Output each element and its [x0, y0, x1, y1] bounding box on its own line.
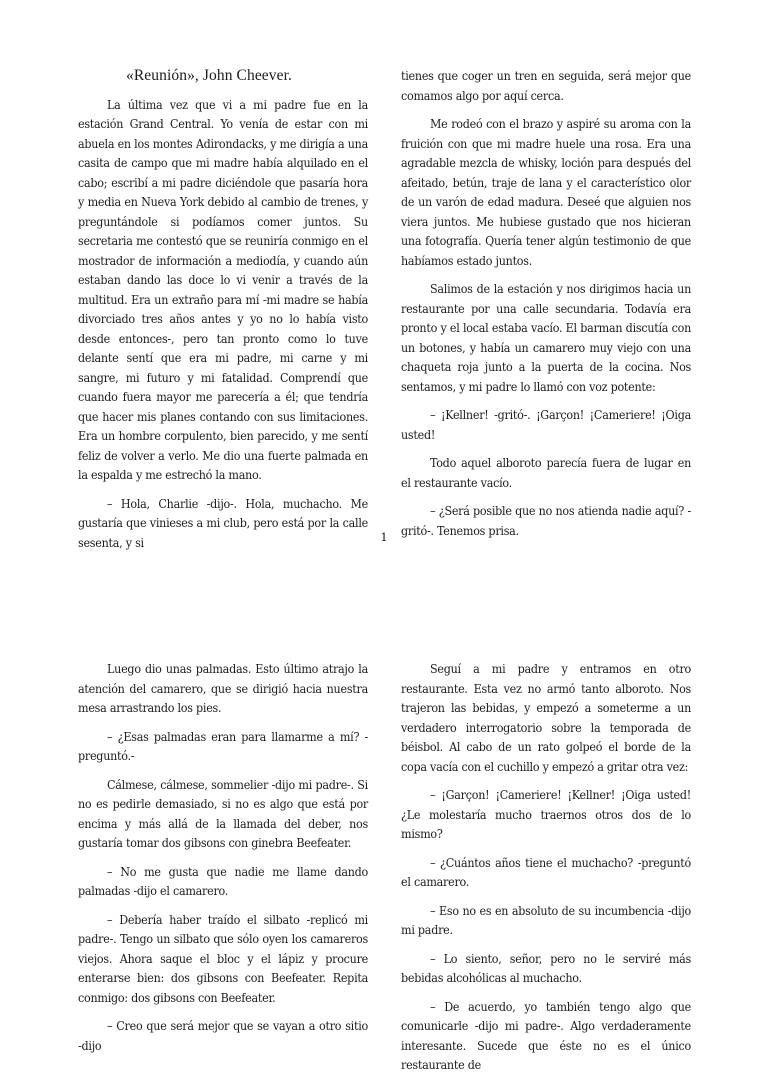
column-3	[78, 659, 368, 1064]
column-1	[78, 66, 368, 561]
paragraph: – Hola, Charlie -dijo-. Hola, muchacho. Me gustaría que vinieses a mi club, pero está por la calle sesenta, y si	[78, 495, 368, 550]
page-number: 1	[380, 530, 388, 544]
column-2	[401, 66, 691, 549]
paragraph: – ¡Garçon! ¡Cameriere! ¡Kellner! ¡Oiga usted! ¿Le molestaría mucho traernos otros dos de lo mismo?	[401, 787, 691, 841]
paragraph: Todo aquel alboroto parecía fuera de lugar en el restaurante vacío.	[401, 455, 691, 490]
paragraph: Luego dio unas palmadas. Esto último atrajo la atención del camarero, que se dirigió hacia nuestra mesa arrastrando los pies.	[78, 661, 368, 715]
paragraph: – Lo siento, señor, pero no le serviré más bebidas alcohólicas al muchacho.	[401, 950, 691, 985]
paragraph: – Debería haber traído el silbato -replicó mi padre-. Tengo un silbato que sólo oyen los camareros viejos. Ahora saque el bloc y el lápiz y procure enterarse bien: dos gibsons con Beefeater. Repita conmigo: dos gibsons con Beefeater.	[78, 911, 368, 1005]
paragraph: – Eso no es en absoluto de su incumbencia -dijo mi padre.	[401, 902, 691, 937]
paragraph: Seguí a mi padre y entramos en otro restaurante. Esta vez no armó tanto alboroto. Nos trajeron las bebidas, y empezó a someterme a un verdadero interrogatorio sobre la temporada de béisbol. Al cabo de un rato golpeó el borde de la copa vacía con el cuchillo y empezó a gritar otra vez:	[401, 661, 691, 774]
document-title: «Reunión», John Cheever.	[126, 67, 292, 84]
paragraph: – ¿Cuántos años tiene el muchacho? -preguntó el camarero.	[401, 854, 691, 889]
paragraph: – Creo que será mejor que se vayan a otro sitio -dijo	[78, 1018, 368, 1053]
paragraph: – ¿Esas palmadas eran para llamarme a mí? -preguntó.-	[78, 728, 368, 763]
column-4	[401, 659, 691, 1084]
paragraph: Cálmese, cálmese, sommelier -dijo mi padre-. Si no es pedirle demasiado, si no es algo que está por encima y más allá de la llamada del deber, nos gustaría tomar dos gibsons con ginebra Beefeater.	[78, 776, 368, 850]
paragraph: – ¡Kellner! -gritó-. ¡Garçon! ¡Cameriere! ¡Oiga usted!	[401, 407, 691, 442]
paragraph: – No me gusta que nadie me llame dando palmadas -dijo el camarero.	[78, 863, 368, 898]
paragraph: – ¿Será posible que no nos atienda nadie aquí? -gritó-. Tenemos prisa.	[401, 503, 691, 538]
paragraph-continued: tienes que coger un tren en seguida, será mejor que comamos algo por aquí cerca.	[401, 68, 691, 103]
paragraph: – De acuerdo, yo también tengo algo que comunicarle -dijo mi padre-. Algo verdaderamente interesante. Sucede que éste no es el único restaurante de	[401, 998, 691, 1072]
paragraph: Salimos de la estación y nos dirigimos hacia un restaurante por una calle secundaria. Todavía era pronto y el local estaba vacío. El barman discutía con un botones, y había un camarero muy viejo con una chaqueta roja junto a la puerta de la cocina. Nos sentamos, y mi padre lo llamó con voz potente:	[401, 281, 691, 394]
paragraph: Me rodeó con el brazo y aspiré su aroma con la fruición con que mi madre huele una rosa. Era una agradable mezcla de whisky, loción para después del afeitado, betún, traje de lana y el característico olor de un varón de edad madura. Deseé que alguien nos viera juntos. Me hubiese gustado que nos hicieran una fotografía. Quería tener algún testimonio de que habíamos estado juntos.	[401, 116, 691, 268]
paragraph: La última vez que vi a mi padre fue en la estación Grand Central. Yo venía de estar con mi abuela en los montes Adirondacks, y me dirigía a una casita de campo que mi madre había alquilado en el cabo; escribí a mi padre diciéndole que pasaría hora y media en Nueva York debido al cambio de trenes, y preguntándole si podíamos comer juntos. Su secretaria me contestó que se reuniría conmigo en el mostrador de información a mediodía, y cuando aún estaban dando las doce lo vi venir a través de la multitud. Era un extraño para mí -mi madre se había divorciado tres años antes y yo no lo había visto desde entonces-, pero tan pronto como lo tuve delante sentí que era mi padre, mi carne y mi sangre, mi futuro y mi fatalidad. Comprendí que cuando fuera mayor me parecería a él; que tendría que hacer mis planes contando con sus limitaciones. Era un hombre corpulento, bien parecido, y me sentí feliz de volver a verlo. Me dio una fuerte palmada en la espalda y me estrechó la mano.	[78, 96, 368, 482]
